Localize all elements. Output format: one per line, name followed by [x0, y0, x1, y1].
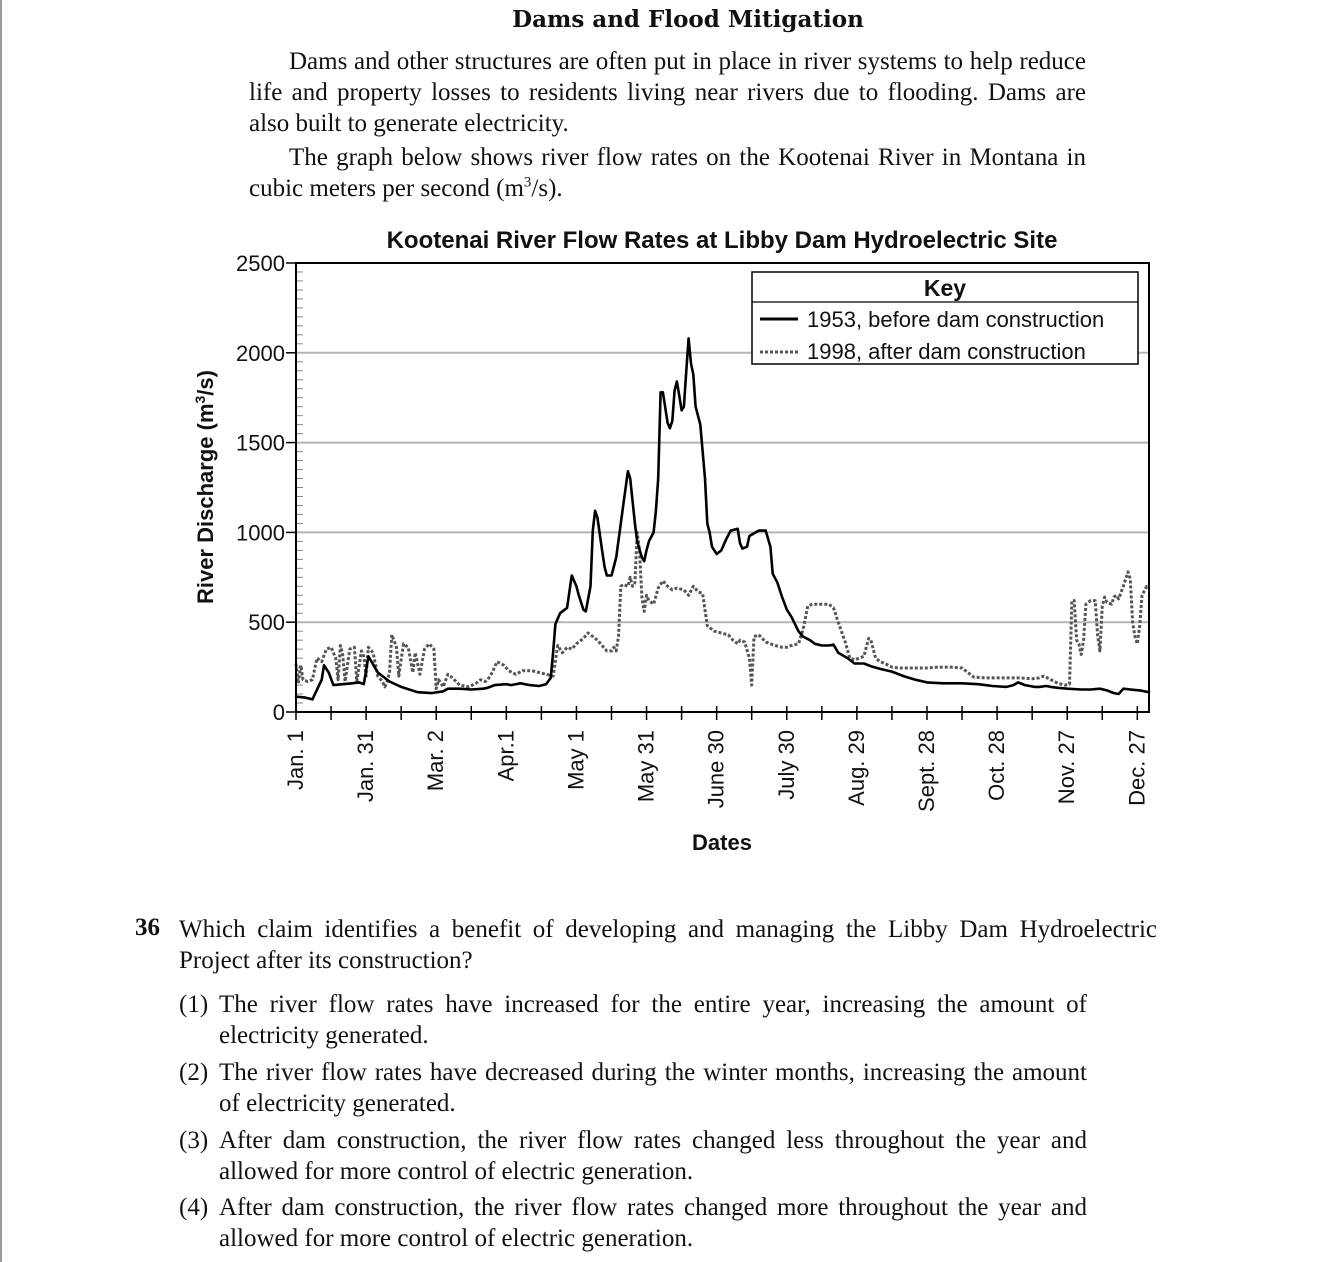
x-tick-label: June 30 [703, 730, 729, 809]
graph-description-units-suffix: /s). [531, 175, 563, 202]
x-tick-label: Mar. 2 [423, 730, 449, 792]
y-axis-label-suffix: /s) [193, 369, 218, 396]
chart-series [296, 338, 1149, 699]
y-tick-label-1500: 1500 [236, 430, 285, 456]
option-number: (1) [179, 991, 209, 1018]
chart-title: Kootenai River Flow Rates at Libby Dam Hydroelectric Site [386, 227, 1058, 254]
answer-option-1[interactable] [179, 989, 1087, 1051]
question-stem: Which claim identifies a benefit of developing and managing the Libby Dam Hydroelectric Project after its construction? [179, 916, 1157, 974]
y-axis [236, 251, 296, 725]
legend-label-1953: 1953, before dam construction [807, 307, 1105, 332]
x-tick-label: May 31 [633, 730, 659, 803]
x-tick-label: Jan. 31 [353, 730, 379, 803]
x-tick-label: Jan. 1 [283, 730, 308, 790]
question-number: 36 [135, 914, 160, 941]
x-tick-label: Oct. 28 [984, 730, 1010, 801]
y-tick-label-1000: 1000 [236, 520, 285, 546]
y-tick-label-500: 500 [248, 610, 285, 636]
x-tick-label: May 1 [563, 730, 589, 790]
option-text: The river flow rates have increased for the entire year, increasing the amount of electricity generated. [219, 991, 1087, 1049]
y-tick-label-0: 0 [272, 700, 285, 725]
series-1998-line [296, 532, 1149, 688]
y-tick-label-2000: 2000 [236, 340, 285, 366]
graph-description-superscript: 3 [523, 174, 532, 191]
answer-option-4[interactable] [179, 1192, 1087, 1254]
chart-minor-ticks [296, 272, 303, 703]
x-tick-label: Apr.1 [493, 730, 519, 782]
chart-legend [752, 272, 1138, 364]
intro-paragraph: Dams and other structures are often put in place in river systems to help reduce life and property losses to residents living near rivers due to flooding. Dams are also built to generate electricity. [249, 48, 1086, 137]
y-axis-label [192, 370, 218, 604]
option-text: After dam construction, the river flow rates changed less throughout the year and allowed for more control of electric generation. [219, 1127, 1087, 1185]
x-axis-label: Dates [692, 830, 752, 855]
y-tick-label-2500: 2500 [236, 251, 285, 276]
option-text: The river flow rates have decreased during the winter months, increasing the amount of electricity generated. [219, 1059, 1087, 1117]
x-tick-label: Aug. 29 [843, 730, 869, 806]
x-tick-label: Sept. 28 [913, 730, 939, 812]
chart-gridlines [296, 353, 1149, 622]
answer-option-3[interactable] [179, 1125, 1087, 1187]
y-axis-label-superscript: 3 [192, 395, 208, 404]
option-number: (4) [179, 1194, 209, 1221]
option-number: (2) [179, 1059, 209, 1086]
option-number: (3) [179, 1127, 209, 1154]
series-1953-line [296, 338, 1149, 699]
x-tick-label: July 30 [773, 730, 799, 800]
x-tick-label: Nov. 27 [1054, 730, 1080, 805]
page-title: Dams and Flood Mitigation [512, 6, 864, 33]
x-axis [283, 706, 1149, 812]
option-text: After dam construction, the river flow rates changed more throughout the year and allowed for more control of electric generation. [219, 1194, 1087, 1252]
x-tick-label: Dec. 27 [1124, 730, 1150, 806]
y-axis-label-text: River Discharge (m [193, 403, 218, 605]
legend-title: Key [923, 275, 967, 301]
answer-option-2[interactable] [179, 1057, 1087, 1119]
graph-description-text: The graph below shows river flow rates on the Kootenai River in Montana in cubic meters per second (m [249, 144, 1086, 202]
legend-label-1998: 1998, after dam construction [807, 339, 1086, 364]
